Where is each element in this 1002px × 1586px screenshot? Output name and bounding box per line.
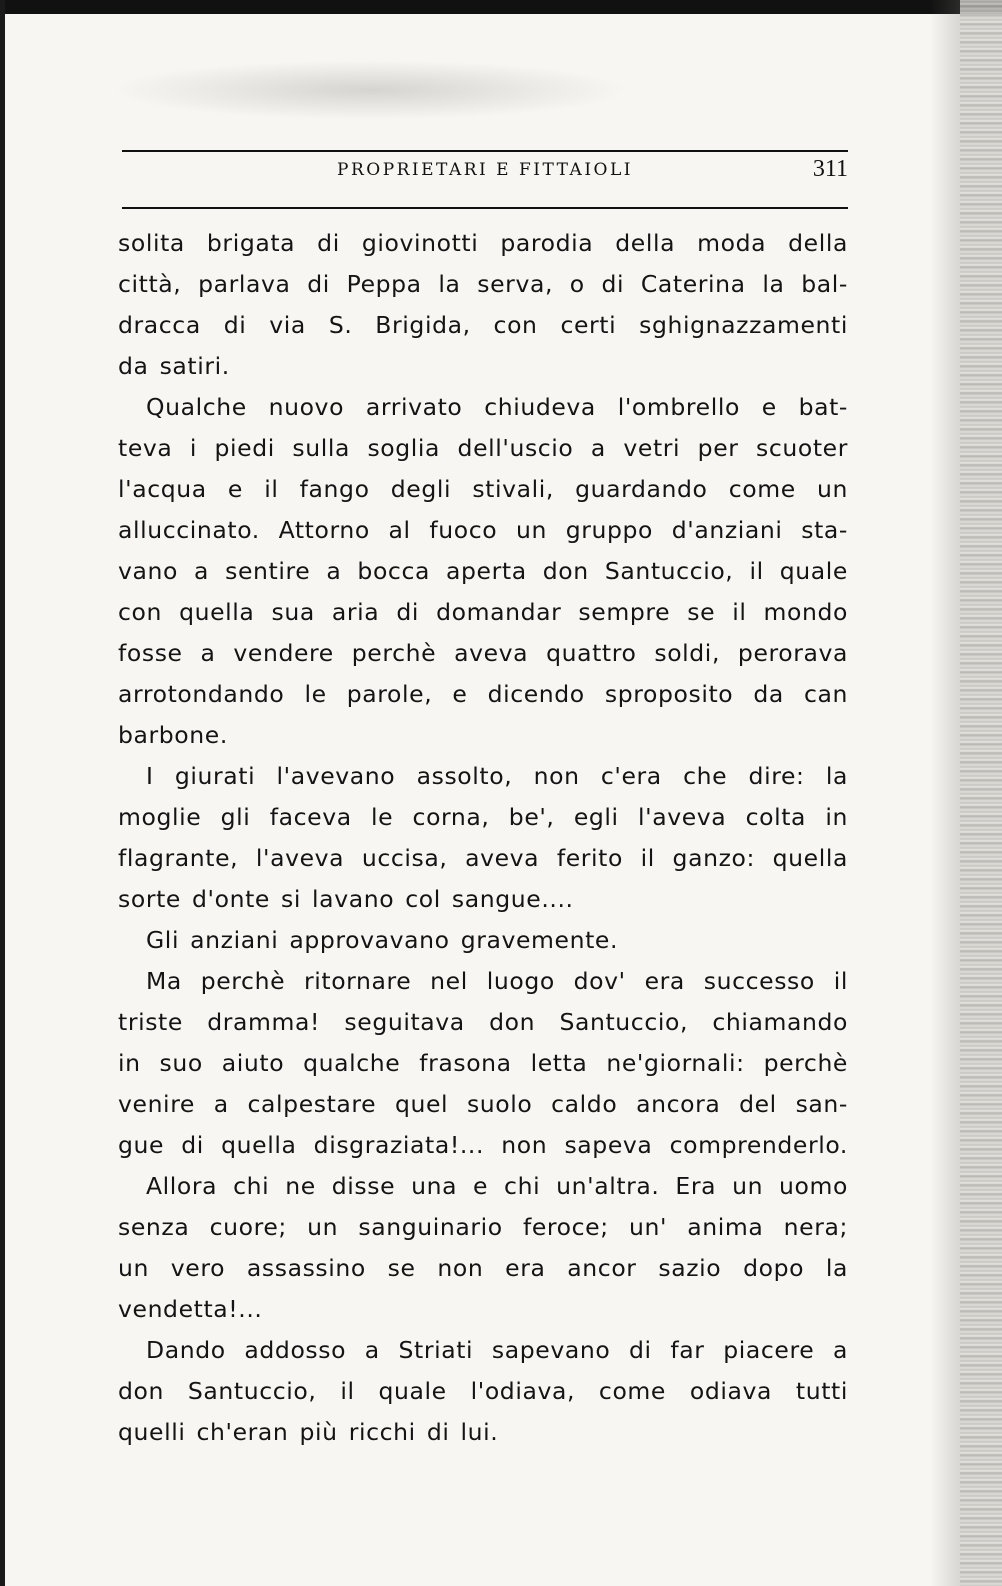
text-line: dracca di via S. Brigida, con certi sghignazzamenti xyxy=(118,311,848,339)
running-title: PROPRIETARI E FITTAIOLI xyxy=(337,160,633,180)
text-line: Ma perchè ritornare nel luogo dov' era successo il xyxy=(146,967,848,995)
scan-top-border xyxy=(0,0,1002,14)
page-number: 311 xyxy=(812,156,848,182)
header-rule-bottom xyxy=(122,207,848,209)
text-line: Qualche nuovo arrivato chiudeva l'ombrello e bat- xyxy=(146,393,848,421)
text-line: vendetta!... xyxy=(118,1295,263,1323)
text-line: flagrante, l'aveva uccisa, aveva ferito il ganzo: quella xyxy=(118,844,848,872)
text-line: Gli anziani approvavano gravemente. xyxy=(146,926,619,954)
text-line: un vero assassino se non era ancor sazio dopo la xyxy=(118,1254,848,1282)
text-line: fosse a vendere perchè aveva quattro soldi, perorava xyxy=(118,639,848,667)
text-line: arrotondando le parole, e dicendo sproposito da can xyxy=(118,680,848,708)
text-line: barbone. xyxy=(118,721,228,749)
text-line: sorte d'onte si lavano col sangue.... xyxy=(118,885,574,913)
text-line: solita brigata di giovinotti parodia della moda della xyxy=(118,229,848,257)
header-rule-top xyxy=(122,150,848,152)
text-line: teva i piedi sulla soglia dell'uscio a vetri per scuoter xyxy=(118,434,848,462)
scan-right-edge xyxy=(960,0,1002,1586)
text-line: città, parlava di Peppa la serva, o di Caterina la bal- xyxy=(118,270,848,298)
text-line: triste dramma! seguitava don Santuccio, chiamando xyxy=(118,1008,848,1036)
page-shadow xyxy=(930,0,960,1586)
text-line: I giurati l'avevano assolto, non c'era che dire: la xyxy=(146,762,848,790)
text-line: con quella sua aria di domandar sempre se il mondo xyxy=(118,598,848,626)
text-line: gue di quella disgraziata!... non sapeva comprenderlo. xyxy=(118,1131,848,1159)
text-line: don Santuccio, il quale l'odiava, come odiava tutti xyxy=(118,1377,848,1405)
text-line: venire a calpestare quel suolo caldo ancora del san- xyxy=(118,1090,848,1118)
text-line: quelli ch'eran più ricchi di lui. xyxy=(118,1418,499,1446)
text-line: senza cuore; un sanguinario feroce; un' anima nera; xyxy=(118,1213,848,1241)
text-line: alluccinato. Attorno al fuoco un gruppo d'anziani sta- xyxy=(118,516,848,544)
scan-smudge xyxy=(110,60,630,120)
body-text xyxy=(118,223,848,1453)
scan-left-border xyxy=(0,0,5,1586)
text-line: moglie gli faceva le corna, be', egli l'aveva colta in xyxy=(118,803,848,831)
text-line: vano a sentire a bocca aperta don Santuccio, il quale xyxy=(118,557,848,585)
text-line: Dando addosso a Striati sapevano di far piacere a xyxy=(146,1336,848,1364)
text-line: da satiri. xyxy=(118,352,230,380)
text-line: in suo aiuto qualche frasona letta ne'giornali: perchè xyxy=(118,1049,848,1077)
text-line: l'acqua e il fango degli stivali, guardando come un xyxy=(118,475,848,503)
text-line: Allora chi ne disse una e chi un'altra. Era un uomo xyxy=(146,1172,848,1200)
